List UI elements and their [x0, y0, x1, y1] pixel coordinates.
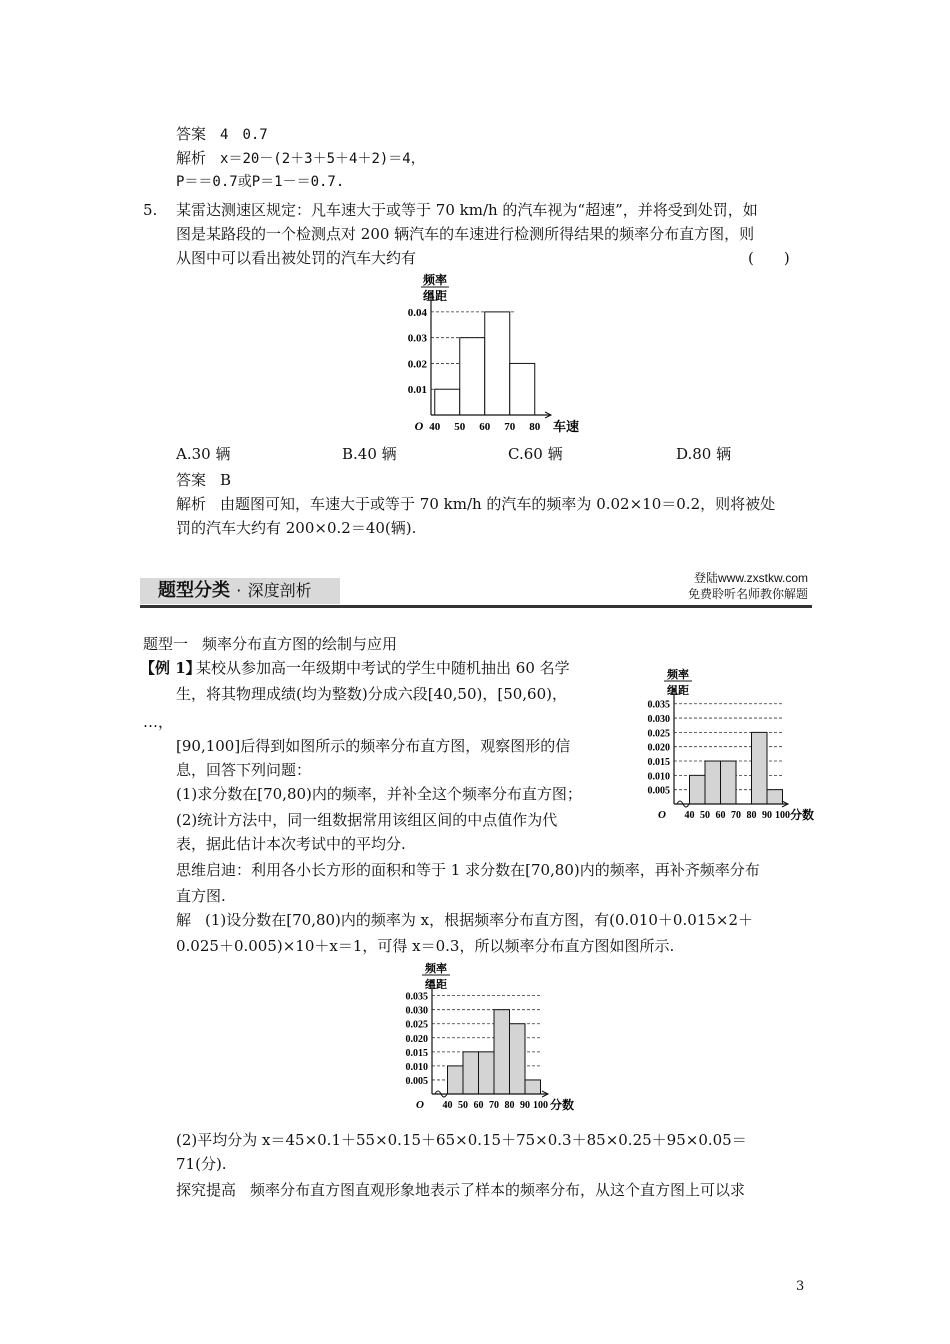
y-tick-label: 0.04	[407, 306, 427, 319]
y-tick-label: 0.005	[647, 785, 670, 797]
histogram-bar	[435, 389, 460, 415]
solution-line4: 71(分).	[176, 1155, 227, 1173]
x-axis-label: 分数	[550, 1098, 575, 1112]
q5-analysis-1: 解析 由题图可知，车速大于或等于 70 km/h 的汽车的频率为 0.02×10＝0.2，则将被处	[176, 495, 776, 513]
x-tick-label: 100	[775, 810, 790, 821]
ylabel-bottom: 组距	[422, 289, 448, 303]
histogram-bar	[752, 732, 768, 804]
example-tag: 【例 1】	[140, 659, 201, 677]
x-tick-label: 70	[489, 1100, 499, 1111]
y-tick-label: 0.020	[647, 742, 670, 754]
q5-bracket: ( )	[748, 249, 790, 267]
y-tick-label: 0.03	[407, 332, 427, 345]
option-b: B.40 辆	[342, 445, 397, 463]
x-axis-label: 分数	[790, 808, 815, 822]
x-tick-label: 60	[473, 1100, 484, 1111]
speed-histogram	[395, 272, 595, 438]
x-tick-label: 60	[479, 421, 491, 433]
example-line5: 息，回答下列问题：	[176, 761, 312, 779]
histogram-bar	[705, 761, 721, 804]
x-tick-label: 90	[520, 1100, 530, 1111]
y-tick-label: 0.02	[407, 358, 427, 371]
ylabel-bottom: 组距	[425, 979, 447, 991]
ylabel-top: 频率	[667, 669, 689, 681]
q5-line2: 图是某路段的一个检测点对 200 辆汽车的车速进行检测所得结果的频率分布直方图，则	[176, 225, 755, 243]
histogram-bar	[485, 312, 510, 415]
option-a: A.30 辆	[176, 445, 231, 463]
ylabel-top: 频率	[422, 273, 448, 287]
y-tick-label: 0.025	[647, 728, 670, 740]
x-tick-label: 40	[684, 810, 695, 821]
x-tick-label: 70	[731, 810, 741, 821]
top-analysis-1	[176, 148, 425, 169]
x-tick-label: 40	[442, 1100, 453, 1111]
x-tick-label: 40	[429, 421, 441, 433]
top-analysis-2: P＝＝0.7或P＝1－＝0.7.	[176, 174, 345, 190]
thinking-line2: 直方图.	[176, 887, 226, 905]
example-line3: …，	[143, 713, 174, 731]
y-tick-label: 0.01	[407, 384, 427, 397]
origin-label: O	[414, 419, 424, 433]
x-tick-label: 90	[762, 810, 772, 821]
x-tick-label: 50	[458, 1100, 468, 1111]
section-header	[140, 568, 812, 608]
histogram-bar	[494, 1010, 510, 1094]
score-histogram-complete	[368, 960, 598, 1120]
x-tick-label: 80	[504, 1100, 515, 1111]
y-tick-label: 0.015	[647, 757, 670, 769]
analysis-text: x＝20－(2＋3＋5＋4＋2)＝4，	[220, 151, 425, 167]
x-tick-label: 100	[533, 1100, 548, 1111]
answer-value: 4 0.7	[220, 127, 268, 143]
example-line7: (2)统计方法中，同一组数据常用该组区间的中点值作为代	[176, 811, 558, 829]
answer-label: 答案	[176, 125, 207, 143]
y-tick-label: 0.025	[405, 1019, 428, 1031]
histogram-bar	[721, 761, 737, 804]
ylabel-bottom: 组距	[667, 685, 689, 697]
solution-line2: 0.025＋0.005)×10＋x＝1，可得 x＝0.3，所以频率分布直方图如图所示.	[176, 937, 675, 955]
x-axis-label: 车速	[553, 419, 580, 434]
histogram-bar	[767, 790, 783, 804]
origin-label: O	[416, 1099, 424, 1111]
analysis-label: 解析	[176, 149, 207, 167]
solution-line3: (2)平均分为 x＝45×0.1＋55×0.15＋65×0.15＋75×0.3＋85×0.25＋95×0.05＝	[176, 1131, 747, 1149]
x-tick-label: 50	[454, 421, 466, 433]
type1-heading: 题型一 频率分布直方图的绘制与应用	[143, 635, 398, 653]
example-line4: [90,100]后得到如图所示的频率分布直方图，观察图形的信	[176, 737, 571, 755]
x-tick-label: 50	[700, 810, 710, 821]
histogram-bar	[510, 1024, 526, 1094]
x-tick-label: 80	[746, 810, 757, 821]
example-line1: 某校从参加高一年级期中考试的学生中随机抽出 60 名学	[196, 659, 570, 677]
top-answer	[176, 124, 268, 145]
example-line8: 表，据此估计本次考试中的平均分.	[176, 835, 406, 853]
histogram-bar	[460, 338, 485, 415]
section-title: 题型分类 · 深度剖析	[140, 578, 340, 604]
q5-line1: 某雷达测速区规定：凡车速大于或等于 70 km/h 的汽车视为“超速”，并将受到处罚，如	[176, 201, 758, 219]
histogram-bar	[510, 363, 535, 415]
x-tick-label: 60	[715, 810, 726, 821]
q5-line3: 从图中可以看出被处罚的汽车大约有	[176, 249, 417, 267]
q5-number: 5.	[143, 201, 158, 219]
y-tick-label: 0.010	[647, 771, 670, 783]
section-rule	[140, 605, 812, 608]
x-tick-label: 70	[504, 421, 516, 433]
histogram-bar	[690, 775, 706, 804]
example-line6: (1)求分数在[70,80)内的频率，并补全这个频率分布直方图；	[176, 785, 582, 803]
histogram-bar	[463, 1052, 479, 1094]
q5-answer: 答案 B	[176, 471, 232, 489]
page-number: 3	[796, 1279, 805, 1294]
x-tick-label: 80	[529, 421, 541, 433]
section-promo: 登陆www.zxstkw.com 免费聆听名师教你解题	[687, 571, 808, 601]
option-d: D.80 辆	[676, 445, 732, 463]
option-c: C.60 辆	[508, 445, 563, 463]
origin-label: O	[658, 809, 666, 821]
y-tick-label: 0.030	[405, 1005, 428, 1017]
ylabel-top: 频率	[425, 963, 447, 975]
q5-analysis-2: 罚的汽车大约有 200×0.2＝40(辆).	[176, 519, 417, 537]
score-histogram-incomplete	[636, 666, 836, 828]
y-tick-label: 0.020	[405, 1033, 428, 1045]
example-line2: 生，将其物理成绩(均为整数)分成六段[40,50)，[50,60)，	[176, 685, 567, 703]
y-tick-label: 0.035	[647, 699, 670, 711]
histogram-bar	[479, 1052, 495, 1094]
thinking-line1: 思维启迪：利用各小长方形的面积和等于 1 求分数在[70,80)内的频率，再补齐频率分布	[176, 861, 760, 879]
y-tick-label: 0.010	[405, 1061, 428, 1073]
histogram-bar	[525, 1080, 541, 1094]
explore-line: 探究提高 频率分布直方图直观形象地表示了样本的频率分布，从这个直方图上可以求	[176, 1181, 746, 1199]
y-tick-label: 0.015	[405, 1047, 428, 1059]
solution-line1: 解 (1)设分数在[70,80)内的频率为 x，根据频率分布直方图，有(0.010＋0.015×2＋	[176, 911, 753, 929]
y-tick-label: 0.005	[405, 1075, 428, 1087]
histogram-bar	[448, 1066, 464, 1094]
y-tick-label: 0.035	[405, 991, 428, 1003]
y-tick-label: 0.030	[647, 714, 670, 726]
